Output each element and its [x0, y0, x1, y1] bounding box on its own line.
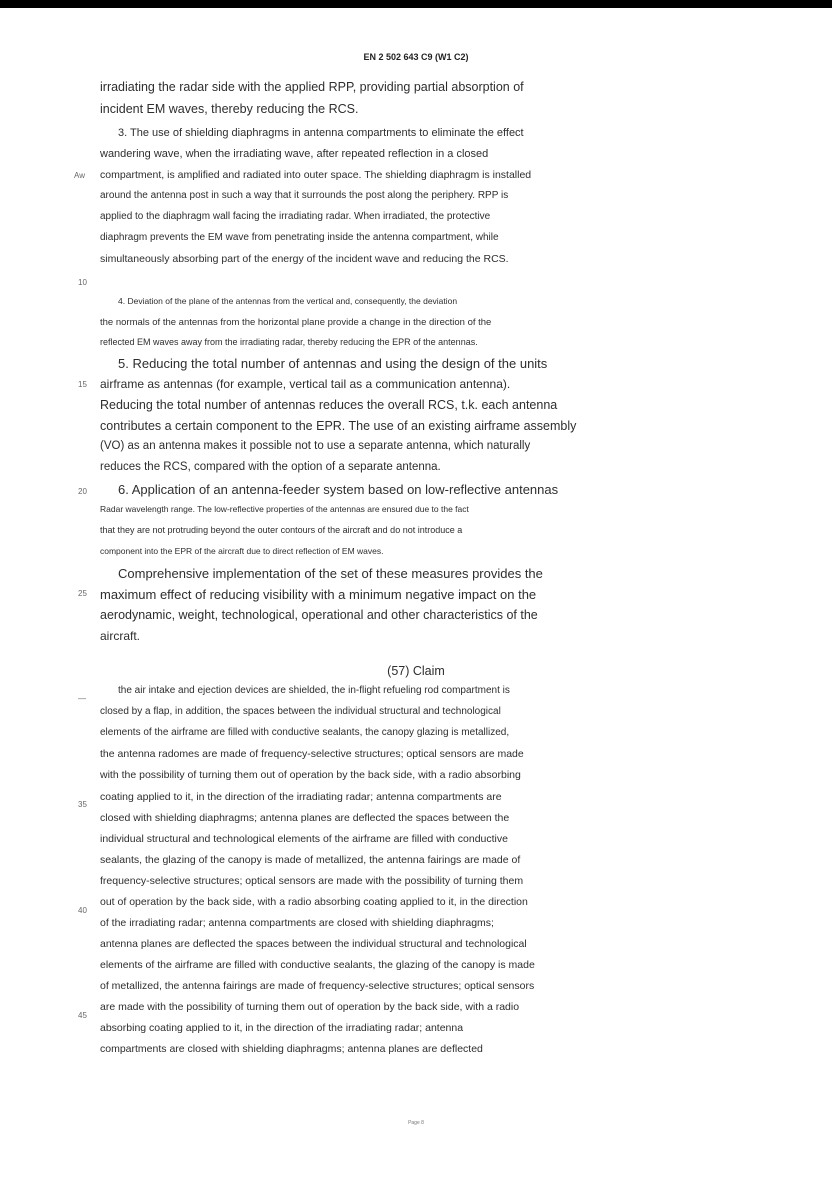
claim-line: the air intake and ejection devices are shielded, the in-flight refueling rod compartment is	[118, 685, 510, 696]
claim-line: the antenna radomes are made of frequency-selective structures; optical sensors are made	[100, 748, 524, 760]
claim-line: elements of the airframe are filled with conductive sealants, the canopy glazing is metallized,	[100, 727, 510, 738]
text-line: applied to the diaphragm wall facing the irradiating radar. When irradiated, the protective	[100, 211, 491, 222]
line-number: 25	[78, 589, 87, 598]
text-line: reduces the RCS, compared with the option of a separate antenna.	[100, 461, 441, 473]
page-footer: Page 8	[408, 1120, 424, 1126]
claim-line: closed with shielding diaphragms; antenna planes are deflected the spaces between the	[100, 812, 510, 824]
text-line: irradiating the radar side with the applied RPP, providing partial absorption of	[100, 80, 524, 94]
text-line: reflected EM waves away from the irradiating radar, thereby reducing the EPR of the antennas.	[100, 337, 478, 347]
text-line: around the antenna post in such a way that it surrounds the post along the periphery. RPP is	[100, 190, 509, 201]
claim-line: antenna planes are deflected the spaces between the individual structural and technological	[100, 938, 527, 950]
text-line: wandering wave, when the irradiating wave, after repeated reflection in a closed	[100, 148, 489, 160]
text-line: that they are not protruding beyond the outer contours of the aircraft and do not introduce a	[100, 525, 463, 535]
text-line: diaphragm prevents the EM wave from penetrating inside the antenna compartment, while	[100, 232, 499, 243]
line-number: 20	[78, 487, 87, 496]
claim-line: closed by a flap, in addition, the spaces between the individual structural and technological	[100, 706, 501, 717]
patent-number-header: EN 2 502 643 C9 (W1 C2)	[363, 52, 469, 62]
claim-line: absorbing coating applied to it, in the direction of the irradiating radar; antenna	[100, 1022, 464, 1034]
claim-line: individual structural and technological elements of the airframe are filled with conductive	[100, 833, 508, 845]
text-line: compartment, is amplified and radiated into outer space. The shielding diaphragm is installed	[100, 169, 532, 181]
text-line: aerodynamic, weight, technological, operational and other characteristics of the	[100, 608, 538, 622]
line-number: 40	[78, 906, 87, 915]
line-number: —	[78, 694, 86, 703]
claim-line: compartments are closed with shielding diaphragms; antenna planes are deflected	[100, 1043, 483, 1055]
text-line: component into the EPR of the aircraft due to direct reflection of EM waves.	[100, 546, 384, 556]
claim-line: coating applied to it, in the direction of the irradiating radar; antenna compartments are	[100, 791, 502, 803]
line-number: 45	[78, 1011, 87, 1020]
claim-line: frequency-selective structures; optical sensors are made with the possibility of turning them	[100, 875, 524, 887]
text-line: contributes a certain component to the EPR. The use of an existing airframe assembly	[100, 419, 577, 433]
text-line: 5. Reducing the total number of antennas and using the design of the units	[118, 356, 548, 371]
top-black-bar	[0, 0, 832, 8]
text-line: Comprehensive implementation of the set of these measures provides the	[118, 566, 543, 581]
text-line: 6. Application of an antenna-feeder system based on low-reflective antennas	[118, 482, 559, 497]
text-line: incident EM waves, thereby reducing the RCS.	[100, 102, 359, 116]
claim-line: sealants, the glazing of the canopy is made of metallized, the antenna fairings are made of	[100, 854, 521, 866]
text-line: Reducing the total number of antennas reduces the overall RCS, t.k. each antenna	[100, 398, 558, 412]
claim-heading: (57) Claim	[387, 664, 445, 678]
line-number: 15	[78, 380, 87, 389]
claim-line: elements of the airframe are filled with conductive sealants, the glazing of the canopy is made	[100, 959, 535, 971]
claim-line: of metallized, the antenna fairings are made of frequency-selective structures; optical sensors	[100, 980, 535, 992]
text-line: aircraft.	[100, 629, 141, 643]
claim-line: of the irradiating radar; antenna compartments are closed with shielding diaphragms;	[100, 917, 494, 929]
text-line: simultaneously absorbing part of the energy of the incident wave and reducing the RCS.	[100, 253, 509, 265]
text-line: (VO) as an antenna makes it possible not to use a separate antenna, which naturally	[100, 440, 531, 452]
text-line: the normals of the antennas from the horizontal plane provide a change in the direction of the	[100, 317, 492, 328]
claim-line: are made with the possibility of turning them out of operation by the back side, with a radio	[100, 1001, 520, 1013]
line-number: 35	[78, 800, 87, 809]
text-line: Radar wavelength range. The low-reflective properties of the antennas are ensured due to the fact	[100, 504, 469, 514]
text-line: maximum effect of reducing visibility with a minimum negative impact on the	[100, 587, 537, 602]
claim-line: with the possibility of turning them out of operation by the back side, with a radio absorbing	[100, 769, 521, 781]
text-line: 4. Deviation of the plane of the antennas from the vertical and, consequently, the deviation	[118, 296, 458, 306]
line-number: 10	[78, 278, 87, 287]
text-line: airframe as antennas (for example, vertical tail as a communication antenna).	[100, 377, 511, 391]
line-number: Aw	[74, 171, 85, 180]
claim-line: out of operation by the back side, with a radio absorbing coating applied to it, in the direction	[100, 896, 528, 908]
text-line: 3. The use of shielding diaphragms in antenna compartments to eliminate the effect	[118, 127, 524, 139]
